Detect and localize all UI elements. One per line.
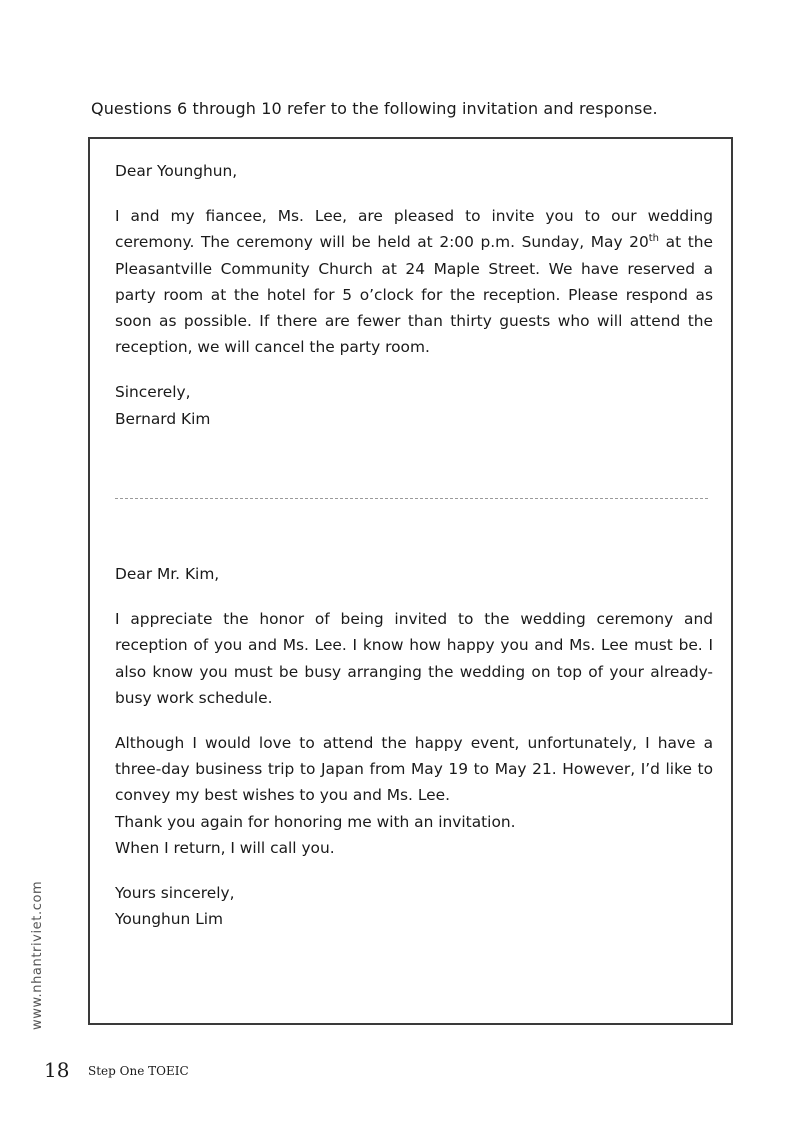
invitation-closing: Sincerely, [115, 383, 191, 402]
response-letter [115, 561, 713, 932]
letter-divider [115, 498, 708, 499]
response-call-line: When I return, I will call you. [115, 838, 335, 857]
date-ordinal-superscript: th [648, 233, 660, 245]
response-salutation: Dear Mr. Kim, [115, 565, 220, 583]
invitation-letter [115, 158, 713, 432]
invitation-body-text-2: at the Pleasantville Community Church at 24 Maple Street. We have reserved a party room at the hotel for 5 o’clock for the reception. Please respond as soon as possible. If there are fewer than thirty guests who will attend the reception, we will cancel the party room. [115, 233, 713, 357]
book-title: Step One TOEIC [88, 1064, 189, 1078]
invitation-body [115, 203, 713, 360]
question-instructions: Questions 6 through 10 refer to the following invitation and response. [91, 99, 658, 118]
response-thanks-line: Thank you again for honoring me with an invitation. [115, 812, 516, 831]
response-paragraph-1: I appreciate the honor of being invited to the wedding ceremony and reception of you and Ms. Lee. I know how happy you and Ms. Lee must be. I also know you must be busy arranging the wedding on top of your already-busy work schedule. [115, 610, 713, 707]
invitation-body-text-1: I and my fiancee, Ms. Lee, are pleased to invite you to our wedding ceremony. The ceremony will be held at 2:00 p.m. Sunday, May 20 [115, 207, 713, 252]
website-watermark: www.nhantriviet.com [30, 880, 45, 1030]
response-closing: Yours sincerely, [115, 884, 235, 903]
page-number: 18 [44, 1058, 70, 1082]
response-paragraph-2: Although I would love to attend the happy event, unfortunately, I have a three-day business trip to Japan from May 19 to May 21. However, I’d like to convey my best wishes to you and Ms. Lee. [115, 734, 713, 805]
invitation-salutation: Dear Younghun, [115, 162, 238, 180]
response-signature: Younghun Lim [115, 910, 224, 929]
invitation-signature: Bernard Kim [115, 409, 211, 428]
